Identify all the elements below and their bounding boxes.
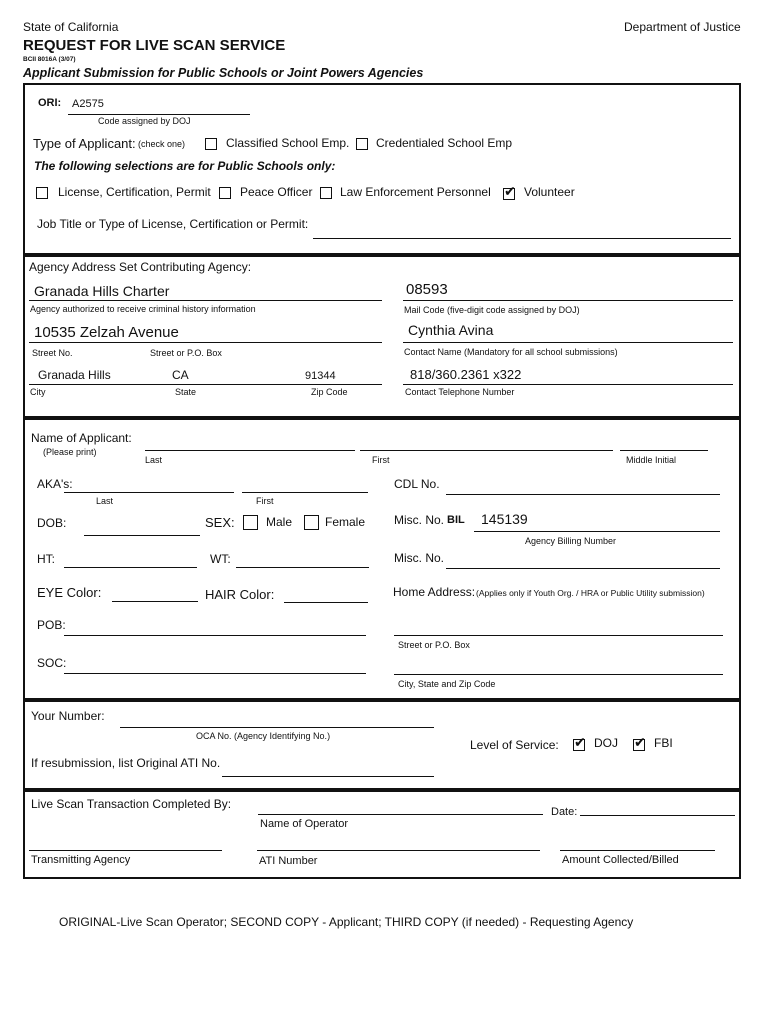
classified-checkbox[interactable]: [205, 138, 217, 150]
home-address-label: Home Address:: [393, 585, 476, 599]
aka-last-caption: Last: [96, 496, 114, 506]
state-value[interactable]: CA: [172, 368, 189, 382]
doj-checkbox[interactable]: [573, 739, 585, 751]
eye-color-field[interactable]: [112, 601, 198, 602]
agency-name-line: [29, 300, 382, 301]
dob-field[interactable]: [84, 535, 200, 536]
agency-name-caption: Agency authorized to receive criminal history information: [30, 304, 256, 314]
first-name-field[interactable]: [360, 450, 613, 451]
department-label: Department of Justice: [624, 20, 741, 34]
ori-label: ORI:: [38, 97, 62, 109]
ati-number-caption: ATI Number: [259, 855, 318, 867]
law-enforcement-label: Law Enforcement Personnel: [340, 185, 491, 199]
cdl-field[interactable]: [446, 494, 720, 495]
city-line: [29, 384, 382, 385]
license-checkbox[interactable]: [36, 187, 48, 199]
misc-no-line: [474, 531, 720, 532]
transmitting-agency-field[interactable]: [29, 850, 222, 851]
form-code: BCII 8016A (3/07): [23, 56, 76, 63]
misc-no-value[interactable]: 145139: [481, 511, 528, 527]
applicant-type-label: Type of Applicant:: [33, 136, 136, 151]
state-label: State of California: [23, 20, 119, 34]
city-caption: City: [30, 387, 46, 397]
oca-caption: OCA No. (Agency Identifying No.): [196, 731, 331, 741]
ori-underline: [68, 114, 250, 115]
pob-label: POB:: [37, 618, 66, 632]
resubmission-label: If resubmission, list Original ATI No.: [31, 756, 221, 770]
amount-caption: Amount Collected/Billed: [562, 854, 679, 866]
credentialed-checkbox[interactable]: [356, 138, 368, 150]
akas-label: AKA's:: [37, 477, 73, 491]
city-state-zip-caption: City, State and Zip Code: [398, 679, 496, 689]
peace-officer-checkbox[interactable]: [219, 187, 231, 199]
date-label: Date:: [551, 806, 578, 818]
street-line: [29, 342, 382, 343]
classified-label: Classified School Emp.: [226, 136, 350, 150]
first-caption: First: [372, 455, 390, 465]
hair-color-field[interactable]: [284, 602, 368, 603]
last-name-field[interactable]: [145, 450, 355, 451]
middle-caption: Middle Initial: [626, 455, 677, 465]
zip-value[interactable]: 91344: [305, 370, 336, 382]
billing-caption: Agency Billing Number: [525, 536, 617, 546]
street-no-caption: Street No.: [32, 348, 73, 358]
phone-caption: Contact Telephone Number: [405, 387, 515, 397]
transmitting-caption: Transmitting Agency: [31, 854, 131, 866]
agency-name-value[interactable]: Granada Hills Charter: [34, 283, 170, 299]
misc-no-2-field[interactable]: [446, 568, 720, 569]
soc-label: SOC:: [37, 656, 67, 670]
zip-caption: Zip Code: [311, 387, 348, 397]
sex-label: SEX:: [205, 515, 235, 530]
misc-no-2-label: Misc. No.: [394, 551, 445, 565]
street-value[interactable]: 10535 Zelzah Avenue: [34, 324, 179, 341]
name-of-applicant-label: Name of Applicant:: [31, 431, 132, 445]
male-checkbox[interactable]: [243, 515, 258, 530]
middle-initial-field[interactable]: [620, 450, 708, 451]
agency-section-label: Agency Address Set Contributing Agency:: [29, 260, 252, 274]
ht-label: HT:: [37, 552, 55, 566]
amount-field[interactable]: [560, 850, 715, 851]
volunteer-checkbox[interactable]: [503, 188, 515, 200]
soc-field[interactable]: [64, 673, 366, 674]
contact-name-line: [403, 342, 733, 343]
form-title: REQUEST FOR LIVE SCAN SERVICE: [23, 37, 286, 54]
mail-code-line: [403, 300, 733, 301]
eye-color-label: EYE Color:: [37, 585, 102, 600]
wt-label: WT:: [210, 552, 231, 566]
job-title-field[interactable]: [313, 238, 731, 239]
mail-code-caption: Mail Code (five-digit code assigned by DOJ): [404, 305, 580, 315]
please-print-label: (Please print): [43, 447, 97, 457]
oca-field[interactable]: [120, 727, 434, 728]
home-street-caption: Street or P.O. Box: [398, 640, 470, 650]
doj-label: DOJ: [594, 736, 618, 750]
pob-field[interactable]: [64, 635, 366, 636]
credentialed-label: Credentialed School Emp: [376, 136, 513, 150]
street-caption: Street or P.O. Box: [150, 348, 222, 358]
wt-field[interactable]: [236, 567, 369, 568]
ht-field[interactable]: [64, 567, 197, 568]
aka-first-field[interactable]: [242, 492, 368, 493]
volunteer-label: Volunteer: [524, 185, 575, 199]
city-value[interactable]: Granada Hills: [38, 368, 111, 382]
ati-original-field[interactable]: [222, 776, 434, 777]
phone-line: [403, 384, 733, 385]
cdl-label: CDL No.: [394, 477, 440, 491]
law-enforcement-checkbox[interactable]: [320, 187, 332, 199]
ati-number-field[interactable]: [257, 850, 540, 851]
ori-value[interactable]: A2575: [72, 98, 104, 110]
applicant-type-hint: (check one): [138, 139, 186, 149]
mail-code-value[interactable]: 08593: [406, 281, 448, 298]
fbi-checkbox[interactable]: [633, 739, 645, 751]
form-subtitle: Applicant Submission for Public Schools or Joint Powers Agencies: [23, 66, 424, 80]
dob-label: DOB:: [37, 516, 67, 530]
contact-name-value[interactable]: Cynthia Avina: [408, 322, 494, 338]
copy-distribution-footer: ORIGINAL-Live Scan Operator; SECOND COPY - Applicant; THIRD COPY (if needed) - Requesting Agency: [59, 915, 634, 929]
male-label: Male: [266, 515, 293, 529]
job-title-label: Job Title or Type of License, Certification or Permit:: [37, 217, 309, 231]
operator-field[interactable]: [258, 814, 543, 815]
hair-color-label: HAIR Color:: [205, 587, 275, 602]
level-of-service-label: Level of Service:: [470, 738, 559, 752]
operator-caption: Name of Operator: [260, 818, 349, 830]
contact-name-caption: Contact Name (Mandatory for all school submissions): [404, 347, 618, 357]
your-number-label: Your Number:: [31, 709, 105, 723]
fbi-label: FBI: [654, 736, 673, 750]
license-label: License, Certification, Permit: [58, 185, 211, 199]
completed-by-label: Live Scan Transaction Completed By:: [31, 797, 232, 811]
home-address-note: (Applies only if Youth Org. / HRA or Public Utility submission): [476, 588, 705, 598]
phone-value[interactable]: 818/360.2361 x322: [410, 367, 522, 382]
misc-no-label: Misc. No.: [394, 513, 445, 527]
female-checkbox[interactable]: [304, 515, 319, 530]
misc-prefix: BIL: [447, 514, 465, 526]
aka-first-caption: First: [256, 496, 274, 506]
home-street-field[interactable]: [394, 635, 723, 636]
ori-caption: Code assigned by DOJ: [98, 116, 191, 126]
female-label: Female: [325, 515, 366, 529]
home-city-field[interactable]: [394, 674, 723, 675]
peace-officer-label: Peace Officer: [240, 185, 313, 199]
date-field[interactable]: [580, 815, 735, 816]
state-caption: State: [175, 387, 197, 397]
aka-last-field[interactable]: [64, 492, 234, 493]
public-schools-note: The following selections are for Public Schools only:: [34, 159, 336, 173]
last-caption: Last: [145, 455, 163, 465]
